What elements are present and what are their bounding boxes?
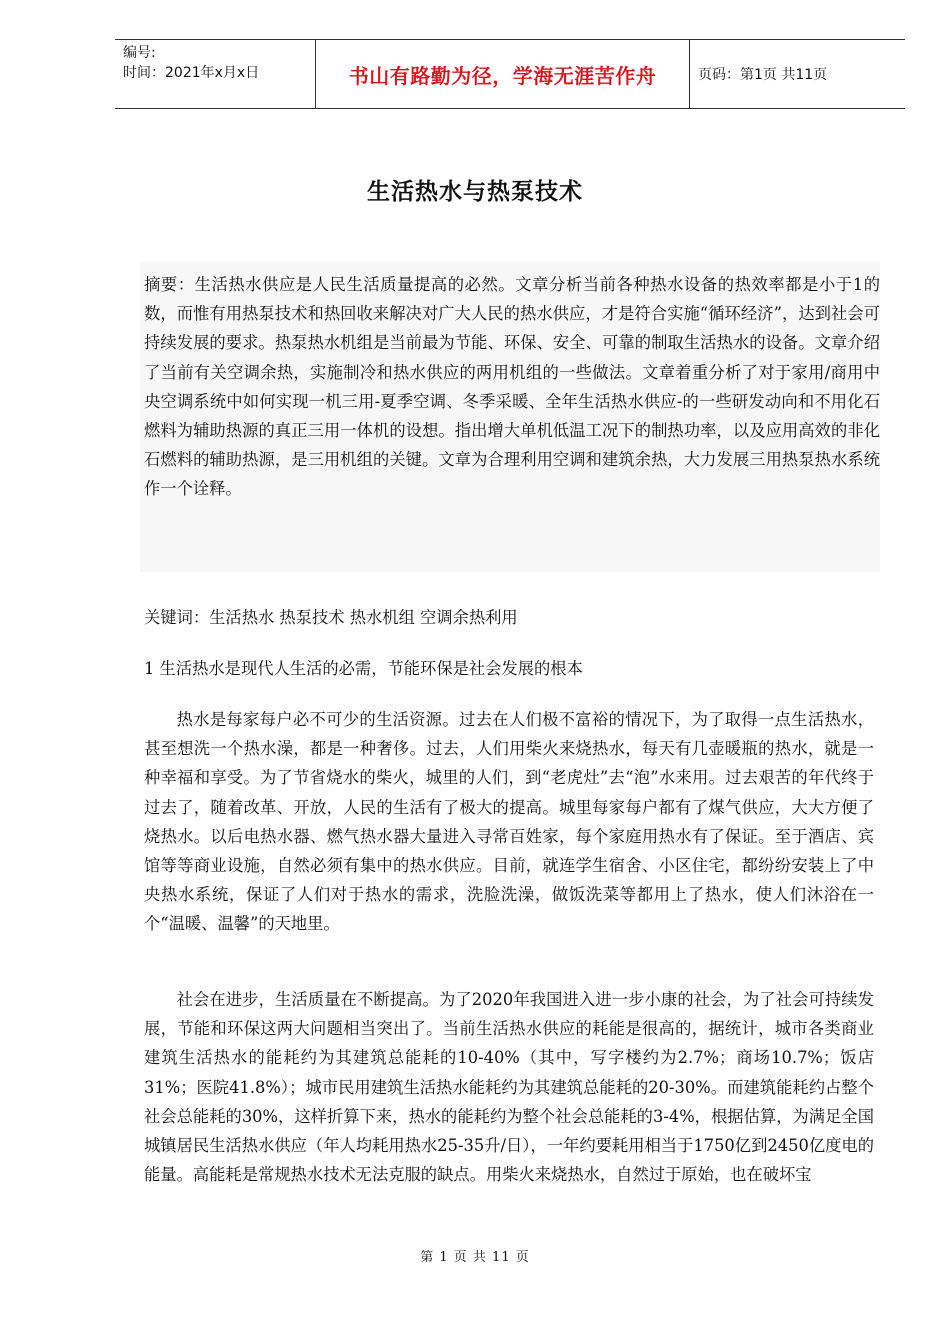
header-meta bbox=[115, 40, 315, 108]
header-number-label: 编号: bbox=[123, 45, 156, 61]
page-footer: 第 1 页 共 11 页 bbox=[420, 1250, 530, 1265]
section-heading: 1 生活热水是现代人生活的必需，节能环保是社会发展的根本 bbox=[144, 659, 583, 678]
body-paragraph: 热水是每家每户必不可少的生活资源。过去在人们极不富裕的情况下，为了取得一点生活热水，甚至想洗一个热水澡，都是一种奢侈。过去，人们用柴火来烧热水，每天有几壶暖瓶的热水，就是一种幸福和享受。为了节省烧水的柴火，城里的人们，到“老虎灶”去“泡”水来用。过去艰苦的年代终于过去了，随着改革、开放，人民的生活有了极大的提高。城里每家每户都有了煤气供应，大大方便了烧热水。以后电热水器、燃气热水器大量进入寻常百姓家，每个家庭用热水有了保证。至于酒店、宾馆等等商业设施，自然必须有集中的热水供应。目前，就连学生宿舍、小区住宅，都纷纷安装上了中央热水系统，保证了人们对于热水的需求，洗脸洗澡，做饭洗菜等都用上了热水，使人们沐浴在一个“温暖、温馨”的天地里。 bbox=[144, 710, 874, 934]
page-header bbox=[115, 39, 905, 109]
header-page-info: 页码：第1页 共11页 bbox=[698, 67, 828, 83]
header-motto: 书山有路勤为径，学海无涯苦作舟 bbox=[315, 40, 690, 108]
keywords-line: 关键词：生活热水 热泵技术 热水机组 空调余热利用 bbox=[144, 608, 518, 627]
header-time-label: 时间：2021年x月x日 bbox=[123, 65, 260, 81]
abstract-text: 摘要：生活热水供应是人民生活质量提高的必然。文章分析当前各种热水设备的热效率都是小于1的数，而惟有用热泵技术和热回收来解决对广大人民的热水供应，才是符合实施“循环经济”，达到社会可持续发展的要求。热泵热水机组是当前最为节能、环保、安全、可靠的制取生活热水的设备。文章介绍了当前有关空调余热，实施制冷和热水供应的两用机组的一些做法。文章着重分析了对于家用/商用中央空调系统中如何实现一机三用-夏季空调、冬季采暖、全年生活热水供应-的一些研发动向和不用化石燃料为辅助热源的真正三用一体机的设想。指出增大单机低温工况下的制热功率，以及应用高效的非化石燃料的辅助热源，是三用机组的关键。文章为合理利用空调和建筑余热，大力发展三用热泵热水系统作一个诠释。 bbox=[144, 275, 880, 499]
document-title: 生活热水与热泵技术 bbox=[367, 179, 583, 205]
body-paragraph: 社会在进步，生活质量在不断提高。为了2020年我国进入进一步小康的社会，为了社会可持续发展，节能和环保这两大问题相当突出了。当前生活热水供应的耗能是很高的，据统计，城市各类商业建筑生活热水的能耗约为其建筑总能耗的10-40%（其中，写字楼约为2.7%；商场10.7%；饭店31%；医院41.8%）；城市民用建筑生活热水能耗约为其建筑总能耗的20-30%。而建筑能耗约占整个社会总能耗的30%，这样折算下来，热水的能耗约为整个社会总能耗的3-4%，根据估算，为满足全国城镇居民生活热水供应（年人均耗用热水25-35升/日），一年约要耗用相当于1750亿到2450亿度电的能量。高能耗是常规热水技术无法克服的缺点。用柴火来烧热水，自然过于原始，也在破坏宝 bbox=[144, 990, 874, 1185]
